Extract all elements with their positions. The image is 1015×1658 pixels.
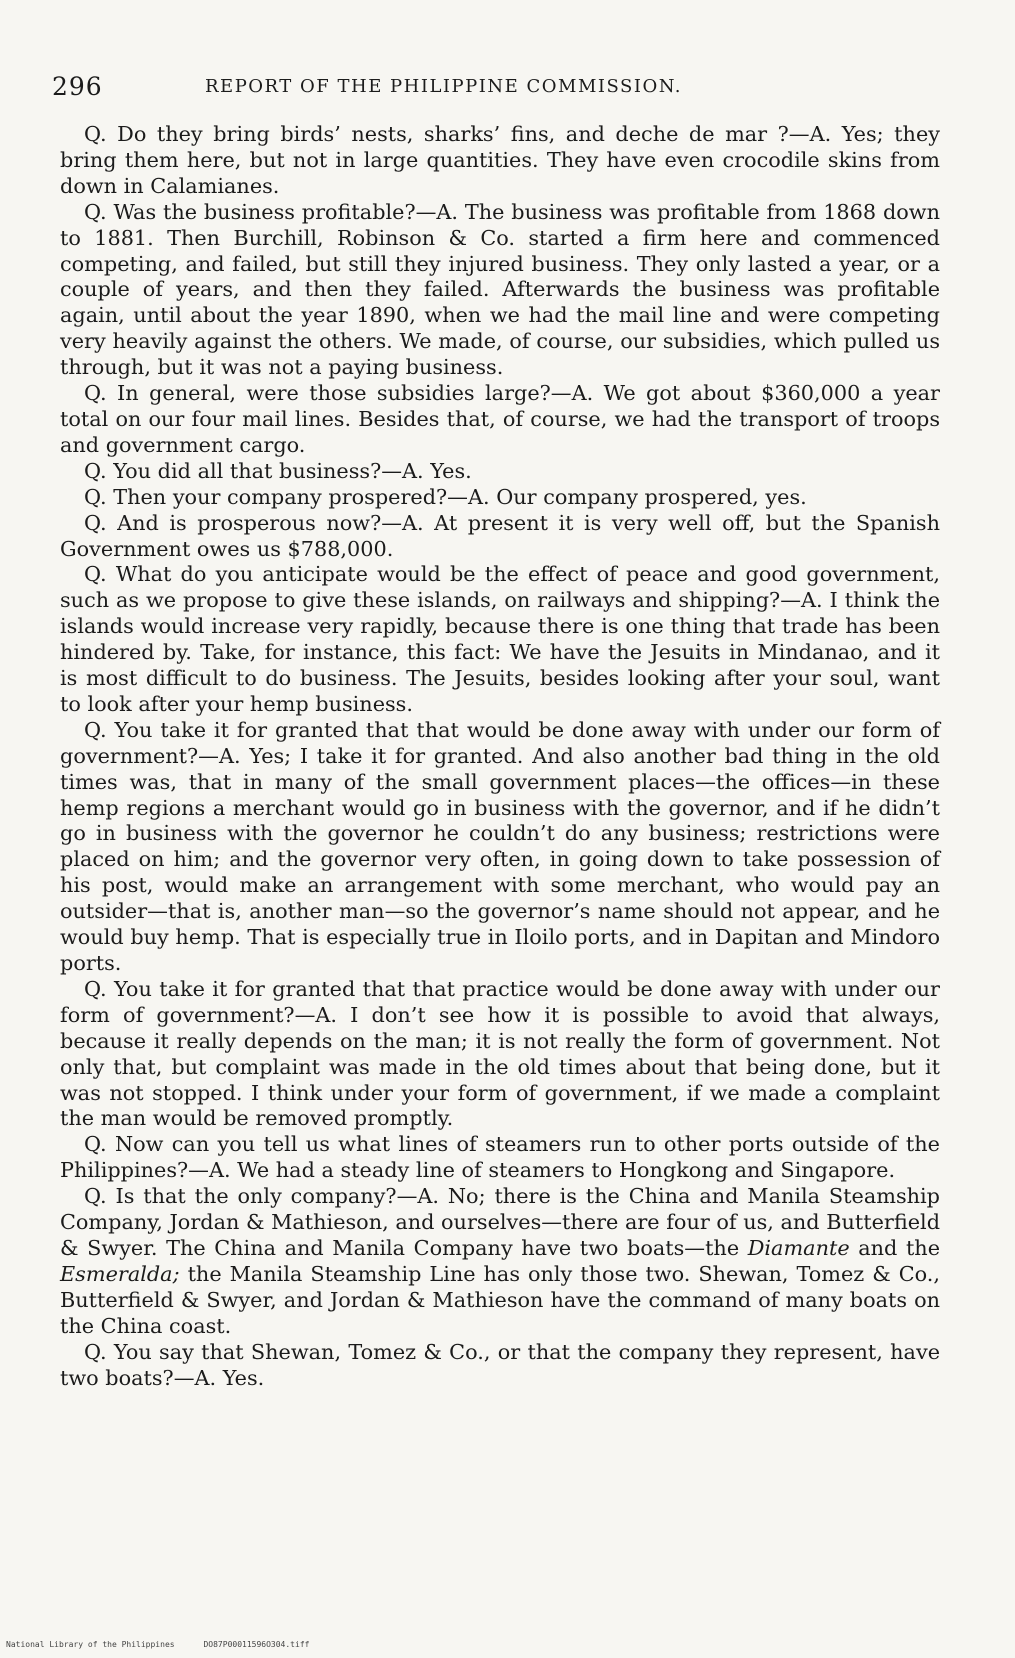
scan-source: National Library of the Philippines bbox=[6, 1640, 175, 1649]
body-text bbox=[60, 122, 940, 1391]
page-number: 296 bbox=[52, 72, 103, 101]
paragraph-lines-of-steamers: Q. Now can you tell us what lines of steamers run to other ports outside of the Philippines?—A. We had a steady line of steamers to Hongkong and Singapore. bbox=[60, 1132, 940, 1183]
paragraph-birds-nests: Q. Do they bring birds’ nests, sharks’ fins, and deche de mar ?—A. Yes; they bring them here, but not in large quantities. They have even crocodile skins from down in Calamianes. bbox=[60, 122, 940, 198]
only-company-text-after: the Manila Steamship Line has only those two. Shewan, Tomez & Co., Butterfield & Swyer, and Jordan & Mathieson have the command of many boats on the China coast. bbox=[60, 1261, 940, 1338]
ship-name-esmeralda: Esmeralda; bbox=[60, 1261, 180, 1286]
scan-footer bbox=[6, 1640, 309, 1649]
running-head: REPORT OF THE PHILIPPINE COMMISSION. bbox=[205, 76, 683, 97]
scan-filename: DO87P00011596O304.tiff bbox=[203, 1640, 310, 1649]
paragraph-business-profitable: Q. Was the business profitable?—A. The business was profitable from 1868 down to 1881. Then Burchill, Robinson & Co. started a firm here and commenced competing, and failed, but still they injured business. They only lasted a year, or a couple of years, and then they failed. Afterwards the business was profitable again, until about the year 1890, when we had the mail line and were competing very heavily against the others. We made, of course, our subsidies, which pulled us through, but it was not a paying business. bbox=[60, 199, 940, 380]
only-company-text-before: Q. Is that the only company?—A. No; there is the China and Manila Steamship Company, Jordan & Mathieson, and ourselves—there are four of us, and Butterfield & Swyer. The China and Manila Company have two boats—the bbox=[60, 1184, 941, 1260]
only-company-text-middle: and the bbox=[849, 1235, 940, 1260]
paragraph-effect-of-peace: Q. What do you anticipate would be the effect of peace and good government, such as we propose to give these islands, on railways and shipping?—A. I think the islands would increase very rapidly, because there is one thing that trade has been hindered by. Take, for instance, this fact: We have the Jesuits in Mindanao, and it is most difficult to do business. The Jesuits, besides looking after your soul, want to look after your hemp business. bbox=[60, 562, 940, 716]
paragraph-subsidies: Q. In general, were those subsidies large?—A. We got about $360,000 a year total on our four mail lines. Besides that, of course, we had the transport of troops and government cargo. bbox=[60, 381, 940, 457]
paragraph-only-company bbox=[60, 1184, 940, 1339]
paragraph-all-business: Q. You did all that business?—A. Yes. bbox=[84, 458, 472, 483]
paragraph-done-away-with: Q. You take it for granted that that would be done away with under our form of government?—A. Yes; I take it for granted. And also another bad thing in the old times was, that in many of the small government places—the offices—in these hemp regions a merchant would go in business with the governor, and if he didn’t go in business with the governor he couldn’t do any business; restrictions were placed on him; and the governor very often, in going down to take possession of his post, would make an arrangement with some merchant, who would pay an outsider—that is, another man—so the governor’s name should not appear, and he would buy hemp. That is especially true in Iloilo ports, and in Dapitan and Mindoro ports. bbox=[60, 717, 940, 975]
ship-name-diamante: Diamante bbox=[747, 1235, 850, 1260]
paragraph-practice-done-away: Q. You take it for granted that that practice would be done away with under our form of government?—A. I don’t see how it is possible to avoid that always, because it really depends on the man; it is not really the form of government. Not only that, but complaint was made in the old times about that being done, but it was not stopped. I think under your form of government, if we made a complaint the man would be removed promptly. bbox=[60, 976, 940, 1131]
paragraph-two-boats: Q. You say that Shewan, Tomez & Co., or that the company they represent, have two boats?—A. Yes. bbox=[60, 1339, 940, 1390]
paragraph-company-prospered: Q. Then your company prospered?—A. Our company prospered, yes. bbox=[84, 484, 807, 509]
paragraph-prosperous-now: Q. And is prosperous now?—A. At present it is very well off, but the Spanish Government owes us $788,000. bbox=[60, 510, 940, 561]
